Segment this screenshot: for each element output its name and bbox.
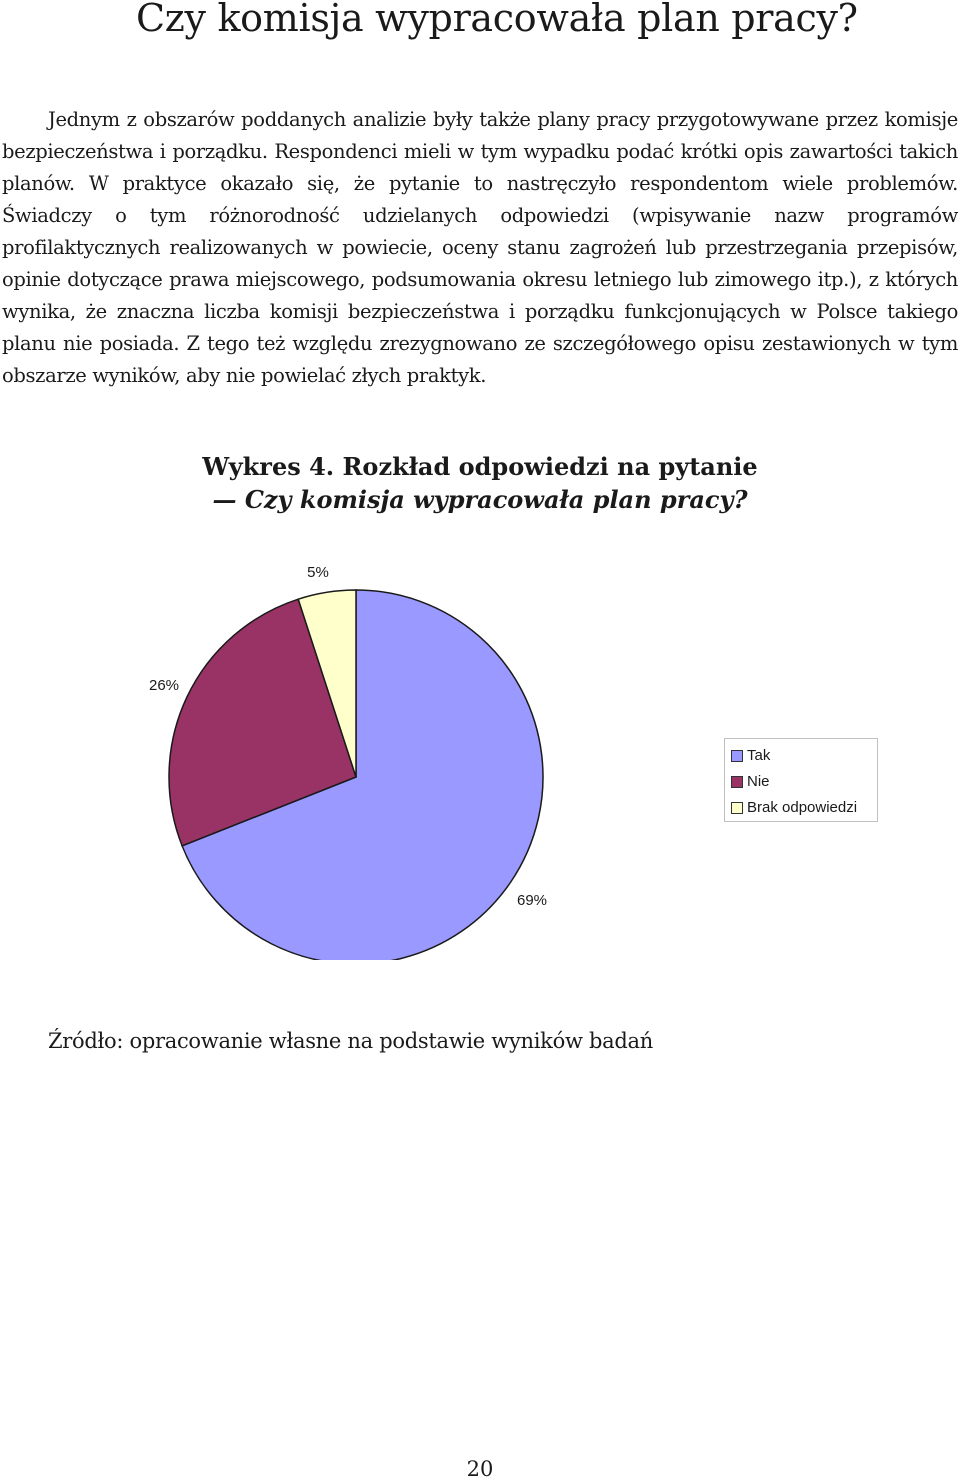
page-heading: Czy komisja wypracowała plan pracy?: [136, 0, 858, 40]
legend-item-tak: [731, 743, 871, 769]
body-paragraph: Jednym z obszarów poddanych analizie były także plany pracy przygotowywane przez komisje bezpieczeństwa i porządku. Respondenci mieli w tym wypadku podać krótki opis zawartości takich planów. W praktyce okazało się, że pytanie to nastręczyło respondentom wiele problemów. Świadczy o tym różnorodność udzielanych odpowiedzi (wpisywanie nazw programów profilaktycznych realizowanych w powiecie, oceny stanu zagrożeń lub przestrzegania przepisów, opinie dotyczące prawa miejscowego, podsumowania okresu letniego lub zimowego itp.), z których wynika, że znaczna liczba komisji bezpieczeństwa i porządku funkcjonujących w Polsce takiego planu nie posiada. Z tego też względu zrezygnowano ze szczegółowego opisu zestawionych w tym obszarze wyników, aby nie powielać złych praktyk.: [2, 108, 958, 387]
legend-label-nie: Nie: [747, 773, 770, 790]
chart-title-question: — Czy komisja wypracowała plan pracy?: [212, 485, 748, 514]
chart-title-main: Wykres 4. Rozkład odpowiedzi na pytanie: [202, 452, 758, 481]
source-note: Źródło: opracowanie własne na podstawie wyników badań: [48, 1029, 653, 1053]
pie-label-tak: 69%: [516, 892, 548, 909]
legend-swatch-nie: [731, 776, 743, 788]
legend-item-nie: [731, 769, 871, 795]
legend-item-brak: [731, 795, 871, 821]
legend-label-brak: Brak odpowiedzi: [747, 799, 858, 816]
legend-swatch-brak: [731, 802, 743, 814]
chart-legend: [724, 738, 878, 822]
chart-title: [0, 450, 960, 516]
pie-label-nie: 26%: [148, 677, 180, 694]
page-number: 20: [466, 1457, 494, 1481]
pie-label-brak: 5%: [307, 564, 329, 581]
legend-label-tak: Tak: [747, 747, 771, 764]
legend-swatch-tak: [731, 750, 743, 762]
